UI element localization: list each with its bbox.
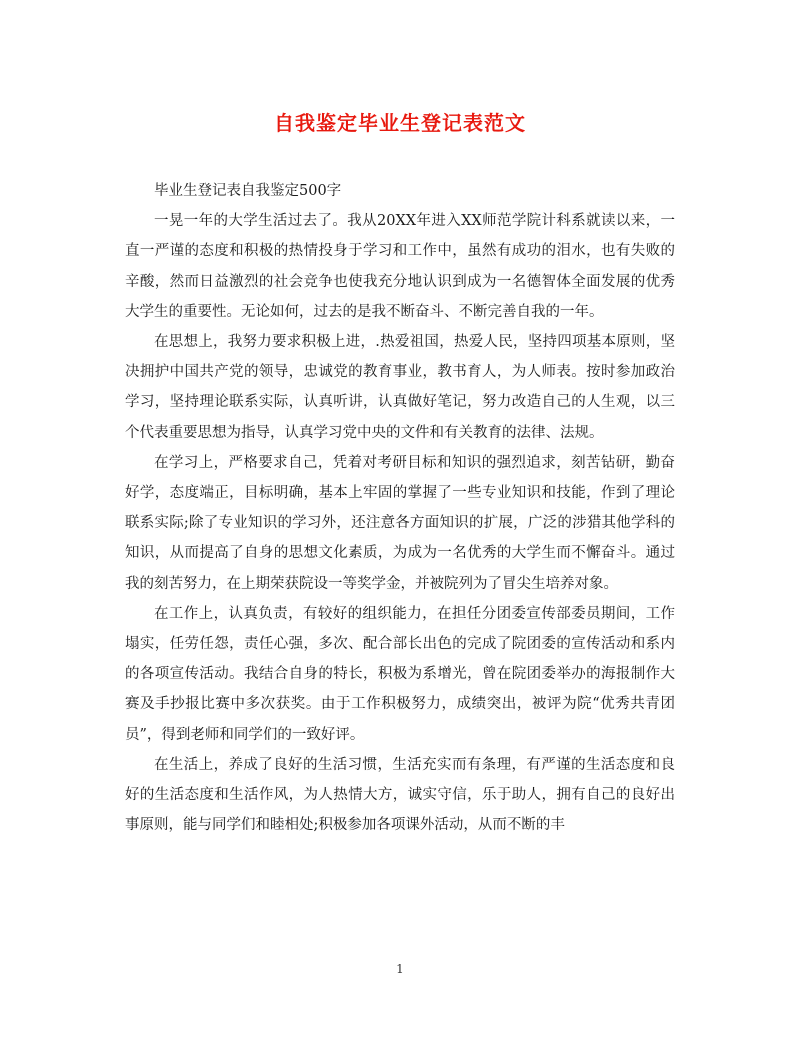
subtitle-paragraph: 毕业生登记表自我鉴定500字 [154,183,342,199]
study-paragraph: 在学习上，严格要求自己，凭着对考研目标和知识的强烈追求，刻苦钻研，勤奋好学，态度端正，目标明确，基本上牢固的掌握了一些专业知识和技能，作到了理论联系实际;除了专业知识的学习外，还注意各方面知识的扩展，广泛的涉猎其他学科的知识，从而提高了自身的思想文化素质，为成为一名优秀的大学生而不懈奋斗。通过我的刻苦努力，在上期荣获院设一等奖学金，并被院列为了冒尖生培养对象。 [125,454,675,592]
work-paragraph: 在工作上，认真负责，有较好的组织能力，在担任分团委宣传部委员期间，工作塌实，任劳任怨，责任心强，多次、配合部长出色的完成了院团委的宣传活动和系内的各项宣传活动。我结合自身的特长，积极为系增光，曾在院团委举办的海报制作大赛及手抄报比赛中多次获奖。由于工作积极努力，成绩突出，被评为院“优秀共青团员”，得到老师和同学们的一致好评。 [125,605,675,743]
page-number: 1 [396,962,404,976]
document-title: 自我鉴定毕业生登记表范文 [274,111,526,135]
ideology-paragraph: 在思想上，我努力要求积极上进，.热爱祖国，热爱人民，坚持四项基本原则，坚决拥护中国共产党的领导，忠诚党的教育事业，教书育人，为人师表。按时参加政治学习，坚持理论联系实际，认真听讲，认真做好笔记，努力改造自己的人生观，以三个代表重要思想为指导，认真学习党中央的文件和有关教育的法律、法规。 [125,334,675,441]
intro-paragraph: 一晃一年的大学生活过去了。我从20XX年进入XX师范学院计科系就读以来，一直一严谨的态度和积极的热情投身于学习和工作中，虽然有成功的泪水，也有失败的辛酸，然而日益激烈的社会竞争也使我充分地认识到成为一名德智体全面发展的优秀大学生的重要性。无论如何，过去的是我不断奋斗、不断完善自我的一年。 [125,213,675,320]
document-body [125,176,675,840]
life-paragraph: 在生活上，养成了良好的生活习惯，生活充实而有条理，有严谨的生活态度和良好的生活态度和生活作风，为人热情大方，诚实守信，乐于助人，拥有自己的良好出事原则，能与同学们和睦相处;积极参加各项课外活动，从而不断的丰 [125,756,675,834]
